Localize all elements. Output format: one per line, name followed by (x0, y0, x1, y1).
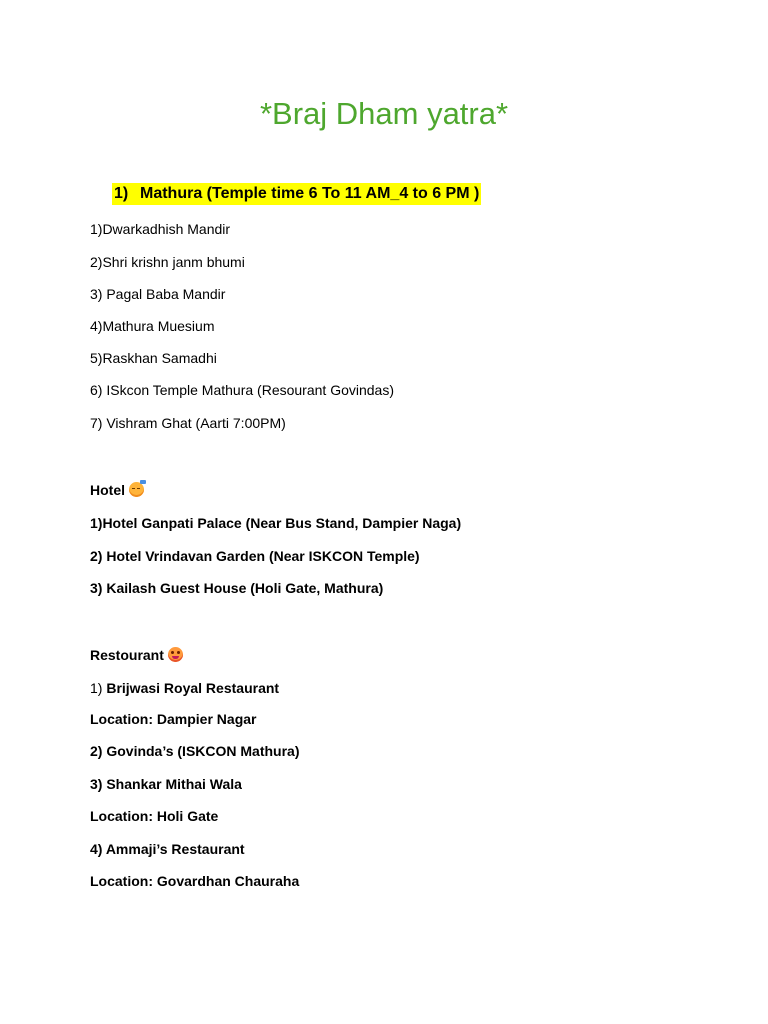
section-heading-number: 1) (114, 185, 129, 202)
section-heading-text: Mathura (Temple time 6 To 11 AM_4 to 6 PM ) (140, 185, 480, 202)
restaurant-item-1 (90, 679, 279, 697)
place-item-7: 7) Vishram Ghat (Aarti 7:00PM) (90, 415, 286, 431)
place-item-1: 1)Dwarkadhish Mandir (90, 221, 231, 237)
document-title: *Braj Dham yatra* (259, 96, 509, 131)
restaurant-item-1-prefix: 1) (90, 680, 107, 696)
hotel-item-2: 2) Hotel Vrindavan Garden (Near ISKCON Temple) (90, 548, 420, 564)
hotel-heading-label: Hotel (90, 482, 125, 498)
restaurant-line-4: Location: Holi Gate (90, 808, 219, 824)
restaurant-item-1-name: Brijwasi Royal Restaurant (106, 680, 280, 696)
restaurant-line-5: 4) Ammaji’s Restaurant (90, 841, 245, 857)
restaurant-line-6: Location: Govardhan Chauraha (90, 873, 300, 889)
restaurant-line-2: 2) Govinda’s (ISKCON Mathura) (90, 743, 300, 759)
place-item-6: 6) ISkcon Temple Mathura (Resourant Govindas) (90, 382, 394, 398)
restaurant-heading-label: Restourant (90, 647, 164, 663)
hotel-item-1: 1)Hotel Ganpati Palace (Near Bus Stand, Dampier Naga) (90, 515, 462, 531)
place-item-5: 5)Raskhan Samadhi (90, 350, 217, 366)
place-item-3: 3) Pagal Baba Mandir (90, 286, 226, 302)
restaurant-line-3: 3) Shankar Mithai Wala (90, 776, 242, 792)
hungry-face-icon (168, 647, 183, 662)
place-item-2: 2)Shri krishn janm bhumi (90, 254, 245, 270)
section-heading (112, 183, 481, 205)
restaurant-line-1: Location: Dampier Nagar (90, 711, 257, 727)
restaurant-heading (90, 646, 183, 664)
sleeping-face-icon (129, 482, 144, 497)
hotel-item-3: 3) Kailash Guest House (Holi Gate, Mathura) (90, 580, 384, 596)
place-item-4: 4)Mathura Muesium (90, 318, 215, 334)
hotel-heading (90, 481, 144, 499)
